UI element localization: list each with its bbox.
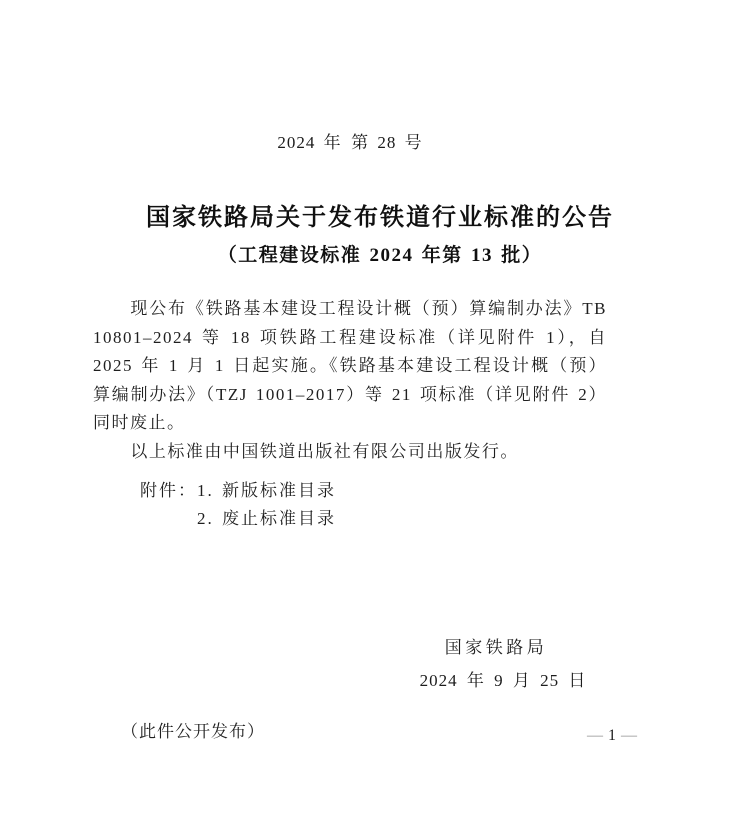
document-title: 国家铁路局关于发布铁道行业标准的公告 (146, 205, 614, 231)
attachment-item-1: 1. 新版标准目录 (197, 480, 336, 500)
document-subtitle: （工程建设标准 2024 年第 13 批） (217, 245, 543, 266)
attachments-list (197, 477, 336, 534)
attachments-block (140, 477, 607, 534)
document-body (93, 295, 607, 467)
document-issue-number: 2024 年 第 28 号 (277, 133, 423, 152)
signature-block (403, 634, 603, 696)
page-number (582, 727, 642, 745)
page-number-dash-left: — (587, 727, 603, 744)
body-paragraph-1: 现公布《铁路基本建设工程设计概（预）算编制办法》TB 10801–2024 等 18 项铁路工程建设标准（详见附件 1），自 2025 年 1 月 1 日起实施。《铁路基本建设工程设计概（预）算编制办法》（TZJ 1001–2017）等 21 项标准（详见附件 2）同时废止。 (93, 299, 607, 433)
attachments-label: 附件： (140, 480, 197, 500)
page-number-value: 1 (608, 727, 616, 744)
body-paragraph-2: 以上标准由中国铁道出版社有限公司出版发行。 (130, 441, 519, 461)
signature-issuer: 国家铁路局 (444, 637, 548, 657)
attachment-item-2: 2. 废止标准目录 (197, 509, 336, 529)
signature-date: 2024 年 9 月 25 日 (419, 671, 587, 691)
page-number-dash-right: — (621, 727, 637, 744)
public-release-note: （此件公开发布） (121, 721, 265, 741)
document-content (93, 0, 614, 747)
